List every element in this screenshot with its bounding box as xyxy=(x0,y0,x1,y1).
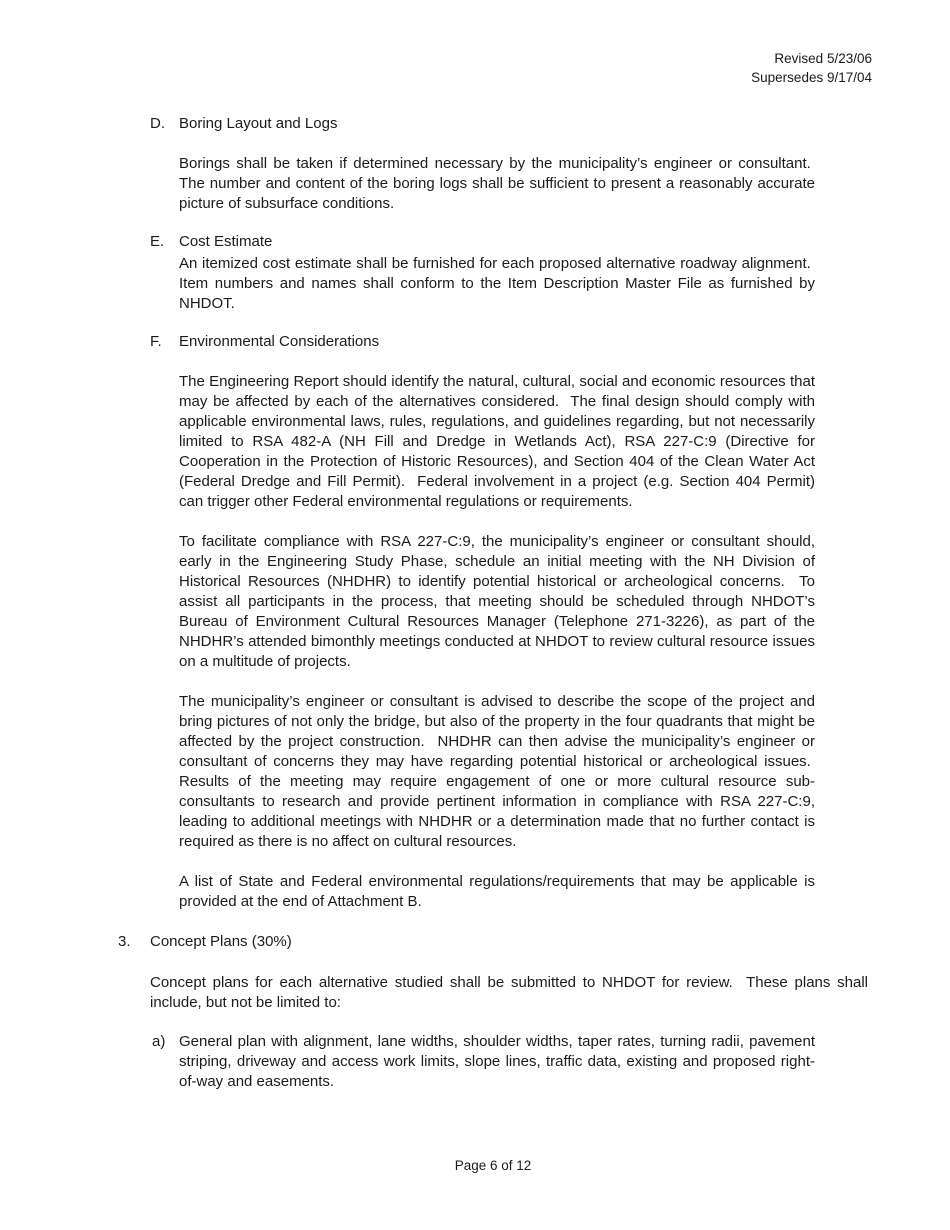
section-heading xyxy=(150,232,868,252)
section-marker: F. xyxy=(150,333,162,350)
section-title: Cost Estimate xyxy=(179,233,273,250)
section-title: Environmental Considerations xyxy=(179,333,380,350)
section-marker: E. xyxy=(150,233,165,250)
section-title: Concept Plans (30%) xyxy=(150,933,292,950)
paragraph: The municipality’s engineer or consultant is advised to describe the scope of the project and bring pictures of not only the bridge, but also of the property in the four quadrants that might be affected by the project construction. NHDHR can then advise the municipality’s engineer or consultant of concerns they may have regarding potential historical or archeological issues. Results of the meeting may require engagement of one or more cultural resource sub-consultants to research and provide pertinent information in compliance with RSA 227-C:9, leading to additional meetings with NHDHR or a determination made that no further contact is required as there is no affect on cultural resources. xyxy=(179,693,815,850)
numbered-heading xyxy=(118,932,868,952)
revised-date: Revised 5/23/06 xyxy=(774,51,872,66)
section-3 xyxy=(118,932,868,1092)
section-title: Boring Layout and Logs xyxy=(179,115,338,132)
paragraph: A list of State and Federal environmental regulations/requirements that may be applicable is provided at the end of Attachment B. xyxy=(179,873,815,910)
paragraph: An itemized cost estimate shall be furnished for each proposed alternative roadway alignment. Item numbers and names shall conform to the Item Description Master File as furnished by NHDOT. xyxy=(179,255,815,312)
section-heading xyxy=(150,332,868,352)
list-item xyxy=(152,1032,815,1092)
paragraph: To facilitate compliance with RSA 227-C:9, the municipality’s engineer or consultant should, early in the Engineering Study Phase, schedule an initial meeting with the NH Division of Historical Resources (NHDHR) to identify potential historical or archeological concerns. To assist all participants in the process, that meeting should be scheduled through NHDOT’s Bureau of Environment Cultural Resources Manager (Telephone 271-3226), as part of the NHDHR’s attended bimonthly meetings conducted at NHDOT to review cultural resource issues on a multitude of projects. xyxy=(179,533,815,670)
section-number: 3. xyxy=(118,933,131,950)
paragraph: The Engineering Report should identify the natural, cultural, social and economic resources that may be affected by each of the alternatives considered. The final design should comply with applicable environmental laws, rules, regulations, and guidelines regarding, but not necessarily limited to RSA 482-A (NH Fill and Dredge in Wetlands Act), RSA 227-C:9 (Directive for Cooperation in the Protection of Historic Resources), and Section 404 of the Clean Water Act (Federal Dredge and Fill Permit). Federal involvement in a project (e.g. Section 404 Permit) can trigger other Federal environmental regulations or requirements. xyxy=(179,373,815,510)
section-d xyxy=(118,114,868,214)
paragraph: Concept plans for each alternative studied shall be submitted to NHDOT for review. These plans shall include, but not be limited to: xyxy=(150,974,868,1011)
section-marker: D. xyxy=(150,115,165,132)
paragraph: Borings shall be taken if determined necessary by the municipality’s engineer or consultant. The number and content of the boring logs shall be sufficient to present a reasonably accurate picture of subsurface conditions. xyxy=(179,155,815,212)
list-item-marker: a) xyxy=(152,1033,166,1050)
page-footer xyxy=(118,1156,868,1176)
supersedes-date: Supersedes 9/17/04 xyxy=(751,70,872,85)
section-e xyxy=(118,232,868,314)
list-item-text: General plan with alignment, lane widths, shoulder widths, taper rates, turning radii, pavement striping, driveway and access work limits, slope lines, traffic data, existing and proposed right-of-way and easements. xyxy=(179,1033,815,1090)
section-f xyxy=(118,332,868,912)
page-number: Page 6 of 12 xyxy=(454,1158,532,1173)
section-heading xyxy=(150,114,868,134)
document-body xyxy=(118,108,868,1092)
revision-header xyxy=(751,49,872,87)
